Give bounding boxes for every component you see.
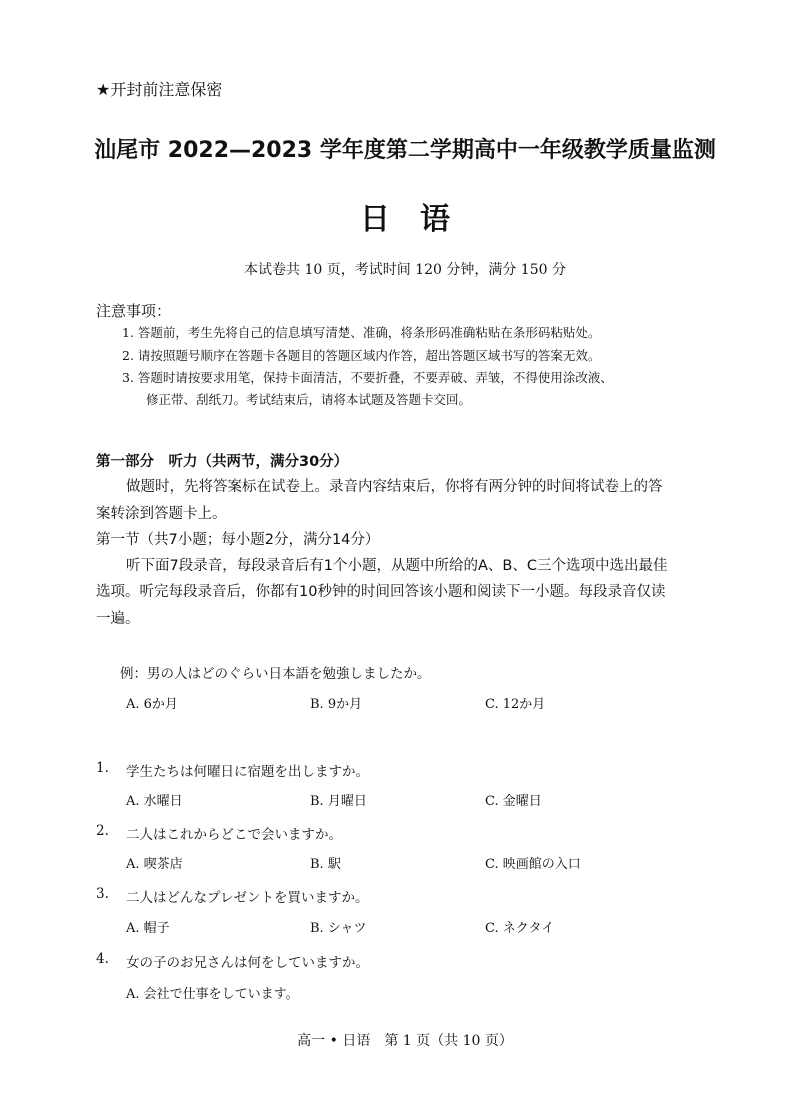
confidential-notice: ★开封前注意保密 [96,80,223,99]
section-heading: 第一节（共7小题；每小题2分，满分14分） [96,532,380,548]
example-option-b: B. 9か月 [310,697,363,712]
section-instruction: 选项。听完每段录音后，你都有10秒钟的时间回答该小题和阅读下一小题。每段录音仅读 [96,584,666,600]
question-number: 4. [96,951,109,967]
part-heading: 第一部分 听力（共两节，满分30分） [96,454,349,470]
exam-info: 本试卷共 10 页，考试时间 120 分钟，满分 150 分 [244,262,566,278]
option-a: A. 会社で仕事をしています。 [126,987,299,1002]
option-a: A. 喫茶店 [126,857,183,872]
example-option-c: C. 12か月 [485,697,546,712]
note-item: 1. 答题前，考生先将自己的信息填写清楚、准确，将条形码准确粘贴在条形码粘贴处。 [122,325,601,340]
subject-title: 日语 [360,202,480,237]
section-instruction: 听下面7段录音，每段录音后有1个小题，从题中所给的A、B、C三个选项中选出最佳 [126,558,668,574]
question-text: 二人はこれからどこで会いますか。 [126,827,342,843]
option-c: C. 映画館の入口 [485,857,581,872]
question-text: 学生たちは何曜日に宿題を出しますか。 [126,764,369,780]
option-a: A. 帽子 [126,921,170,936]
question-number: 3. [96,886,109,902]
question-number: 1. [96,760,109,776]
note-item: 2. 请按照题号顺序在答题卡各题目的答题区域内作答，超出答题区域书写的答案无效。 [122,348,601,363]
question-number: 2. [96,823,109,839]
option-b: B. シャツ [310,921,367,936]
page-footer: 高一 • 日语 第 1 页（共 10 页） [297,1033,513,1049]
option-c: C. 金曜日 [485,794,542,809]
instruction-text: 做题时，先将答案标在试卷上。录音内容结束后，你将有两分钟的时间将试卷上的答 [126,479,663,495]
option-a: A. 水曜日 [126,794,183,809]
notes-title: 注意事项： [96,302,172,320]
option-c: C. ネクタイ [485,921,555,936]
option-b: B. 駅 [310,857,341,872]
note-item-continuation: 修正带、刮纸刀。考试结束后，请将本试题及答题卡交回。 [146,392,472,407]
option-b: B. 月曜日 [310,794,367,809]
section-instruction: 一遍。 [96,611,140,627]
exam-title: 汕尾市 2022—2023 学年度第二学期高中一年级教学质量监测 [94,138,716,163]
question-text: 女の子のお兄さんは何をしていますか。 [126,955,369,971]
instruction-text: 案转涂到答题卡上。 [96,506,227,522]
example-option-a: A. 6か月 [126,697,178,712]
question-text: 二人はどんなプレゼントを買いますか。 [126,890,369,906]
note-item: 3. 答题时请按要求用笔，保持卡面清洁，不要折叠，不要弄破、弄皱，不得使用涂改液、 [122,370,613,385]
example-question: 例：男の人はどのぐらい日本語を勉強しましたか。 [120,666,431,682]
